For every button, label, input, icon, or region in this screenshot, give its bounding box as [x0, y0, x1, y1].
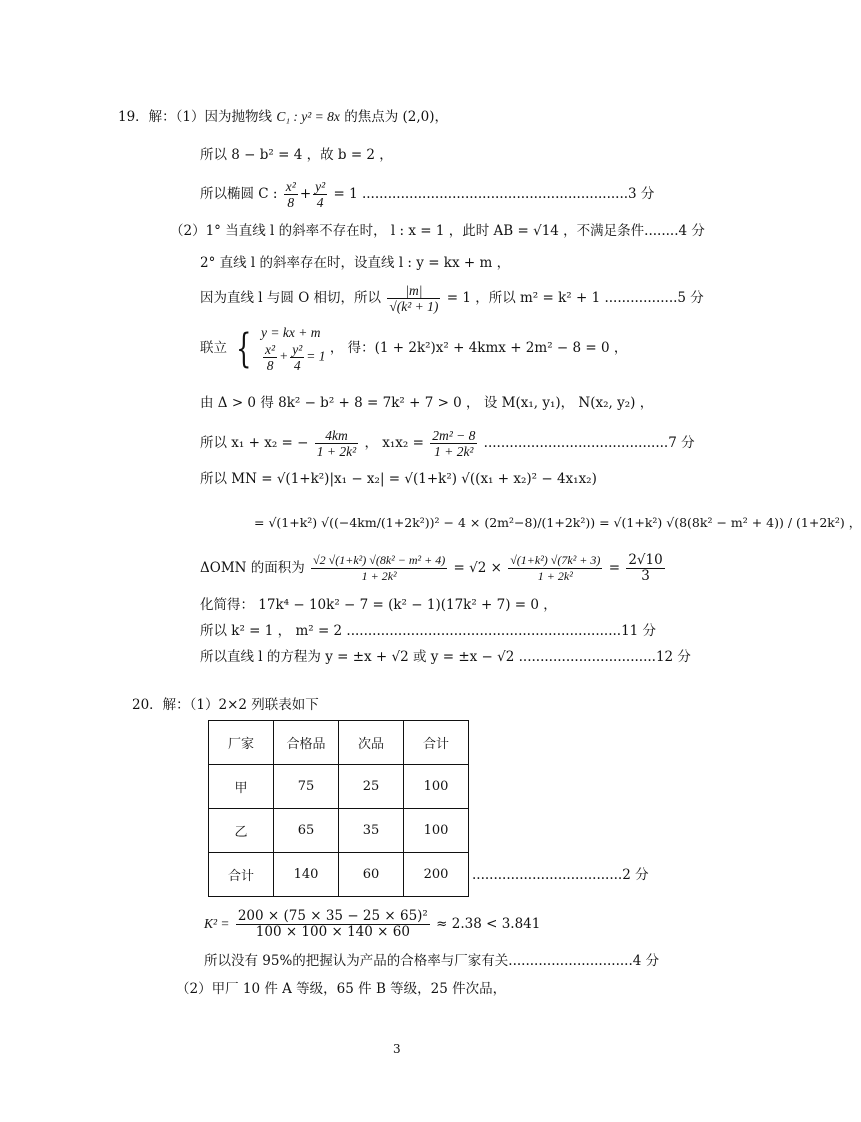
frac-area — [311, 553, 447, 584]
q19-p2-line-12: 所以直线 l 的方程为 y = ±x + √2 或 y = ±x − √2 ................................12 分 — [200, 649, 691, 665]
k2-rhs: ≈ 2.38 < 3.841 — [436, 916, 541, 932]
table-cell: 甲 — [209, 765, 274, 809]
table-header-row — [209, 721, 469, 765]
q19-p2-line9-b: = √2 × — [453, 560, 502, 576]
frac-den: 8 — [287, 195, 295, 210]
table-cell: 65 — [274, 809, 339, 853]
q19-p2-line4-b: ， 得：(1 + 2k²)x² + 4kmx + 2m² − 8 = 0 ， — [329, 340, 628, 356]
frac-x2-8 — [284, 179, 298, 210]
q19-p2-line3-b: = 1 ，所以 m² = k² + 1 .................5 分 — [446, 290, 704, 306]
frac-den: 8 — [266, 358, 274, 373]
q20-part2: （2）甲厂 10 件 A 等级，65 件 B 等级，25 件次品， — [176, 981, 507, 997]
system-eq1: y = kx + m — [261, 325, 321, 340]
brace-icon: { — [236, 325, 252, 372]
frac-den: 1 + 2k² — [361, 569, 397, 583]
table-cell: 35 — [339, 809, 404, 853]
q20-k2-line — [204, 904, 540, 944]
frac-den: 4 — [316, 195, 324, 210]
table-cell: 25 — [339, 765, 404, 809]
q19-line-1 — [118, 108, 448, 126]
frac-den: 100 × 100 × 140 × 60 — [255, 924, 410, 940]
frac-x2-8 — [263, 342, 277, 373]
table-cell: 合计 — [209, 853, 274, 897]
table-header-cell: 厂家 — [209, 721, 274, 765]
q19-line-2: 所以 8 − b² = 4 ，故 b = 2 ， — [200, 147, 393, 163]
contingency-table — [208, 720, 469, 897]
frac-num: 200 × (75 × 35 − 25 × 65)² — [237, 908, 428, 924]
table-cell: 200 — [404, 853, 469, 897]
frac-den: 3 — [641, 568, 650, 584]
table-cell: 100 — [404, 809, 469, 853]
equation-system — [261, 324, 325, 373]
q19-p2-line-7: 所以 MN = √(1+k²)|x₁ − x₂| = √(1+k²) √((x₁ + x₂)² − 4x₁x₂) — [200, 471, 597, 487]
table-header-cell: 合计 — [404, 721, 469, 765]
q19-line-3: 所以椭圆 C : $\frac{\text{x²}}{8}$ + $\frac{\text{y²}}{4}$ = 1 ..............................................................3 分 — [200, 179, 655, 210]
q20-conclusion: 所以没有 95%的把握认为产品的合格率与厂家有关.............................4 分 — [204, 953, 660, 969]
frac-num: x² — [265, 342, 276, 357]
q19-p2-line4-a: 联立 — [200, 340, 227, 356]
q19-p2-line-10: 化简得： 17k⁴ − 10k² − 7 = (k² − 1)(17k² + 7) = 0 ， — [200, 597, 557, 613]
frac-result — [626, 553, 664, 584]
q19-line1-rest: 的焦点为 — [344, 109, 399, 125]
frac-y2-4 — [313, 179, 327, 210]
q19-p2-line-3 — [200, 278, 704, 318]
q19-p2-line3-a: 因为直线 l 与圆 O 相切，所以 — [200, 290, 382, 306]
q19-p2-line9-c: = — [608, 560, 621, 576]
table-cell: 140 — [274, 853, 339, 897]
frac-num: 4km — [315, 428, 358, 444]
q19-line3-a: 所以椭圆 C : — [200, 186, 278, 202]
frac-den: √(k² + 1) — [389, 299, 439, 314]
table-header-cell: 合格品 — [274, 721, 339, 765]
table-cell: 乙 — [209, 809, 274, 853]
table-row — [209, 853, 469, 897]
frac-2m2-8 — [430, 428, 477, 459]
table-cell: 75 — [274, 765, 339, 809]
q19-p2-line-8: = √(1+k²) √((−4km/(1+2k²))² − 4 × (2m²−8)/(1+2k²)) = √(1+k²) √(8(8k² − m² + 4)) / (1+2k²) ， — [254, 515, 861, 530]
q19-p2-line6-score: ...........................................7 分 — [483, 435, 695, 451]
q19-parabola: C₁ : y² = 8x — [276, 109, 340, 124]
q19-p2-line-9 — [200, 548, 667, 588]
q19-p2-line-6 — [200, 424, 695, 462]
table-row — [209, 809, 469, 853]
frac-num: 2√10 — [628, 552, 663, 568]
q19-p2-line-2: 2° 直线 l 的斜率存在时，设直线 l : y = kx + m ， — [200, 255, 511, 271]
q19-p2-line-11: 所以 k² = 1 ， m² = 2 ................................................................11 分 — [200, 623, 657, 639]
table-cell: 60 — [339, 853, 404, 897]
q19-p2-line6-b: ， x₁x₂ = — [364, 435, 424, 451]
q19-line3-score: ..............................................................3 分 — [361, 186, 655, 202]
frac-4km — [315, 428, 358, 459]
frac-y2-4 — [290, 342, 304, 373]
table-header-cell: 次品 — [339, 721, 404, 765]
frac-num: y² — [315, 179, 326, 194]
frac-num: 2m² − 8 — [432, 428, 476, 443]
frac-num: |m| — [387, 283, 440, 299]
q19-p2-line9-a: ΔOMN 的面积为 — [200, 560, 305, 576]
frac-num: √(1+k²) √(7k² + 3) — [510, 553, 601, 567]
k2-lhs: K² = — [204, 916, 230, 931]
frac-den: 1 + 2k² — [537, 569, 573, 583]
q19-p2-line-4 — [200, 322, 627, 374]
frac-area2 — [508, 553, 602, 584]
table-row — [209, 765, 469, 809]
system-eq2: $\frac{\text{x²}}{8}$ + $\frac{\text{y²}}{4}$ = 1 — [265, 342, 326, 373]
q19-p2-line-1: （2）1° 当直线 l 的斜率不存在时， l : x = 1 ，此时 AB = √14 ，不满足条件........4 分 — [170, 223, 705, 239]
frac-den: 1 + 2k² — [434, 444, 474, 459]
frac-den: 4 — [293, 358, 301, 373]
frac-num: y² — [292, 342, 303, 357]
frac-num: x² — [285, 179, 296, 194]
table-cell: 100 — [404, 765, 469, 809]
page-number: 3 — [393, 1042, 401, 1056]
q19-p2-line6-a: 所以 x₁ + x₂ = − — [200, 435, 309, 451]
frac-num: √2 √(1+k²) √(8k² − m² + 4) — [313, 553, 446, 567]
frac-den: 1 + 2k² — [316, 444, 357, 459]
frac-k2 — [236, 909, 430, 940]
q20-table-score: ...................................2 分 — [472, 867, 649, 883]
frac-m-sqrt — [387, 283, 440, 314]
q19-header: 19．解：（1）因为抛物线 — [118, 109, 273, 125]
q19-focus: (2,0)， — [402, 109, 449, 125]
q19-p2-line-5: 由 Δ > 0 得 8k² − b² + 8 = 7k² + 7 > 0 ， 设 M(x₁, y₁)， N(x₂, y₂) ， — [200, 395, 654, 411]
q20-header: 20．解：（1）2×2 列联表如下 — [132, 697, 319, 713]
q19-line3-b: = 1 — [333, 186, 358, 202]
